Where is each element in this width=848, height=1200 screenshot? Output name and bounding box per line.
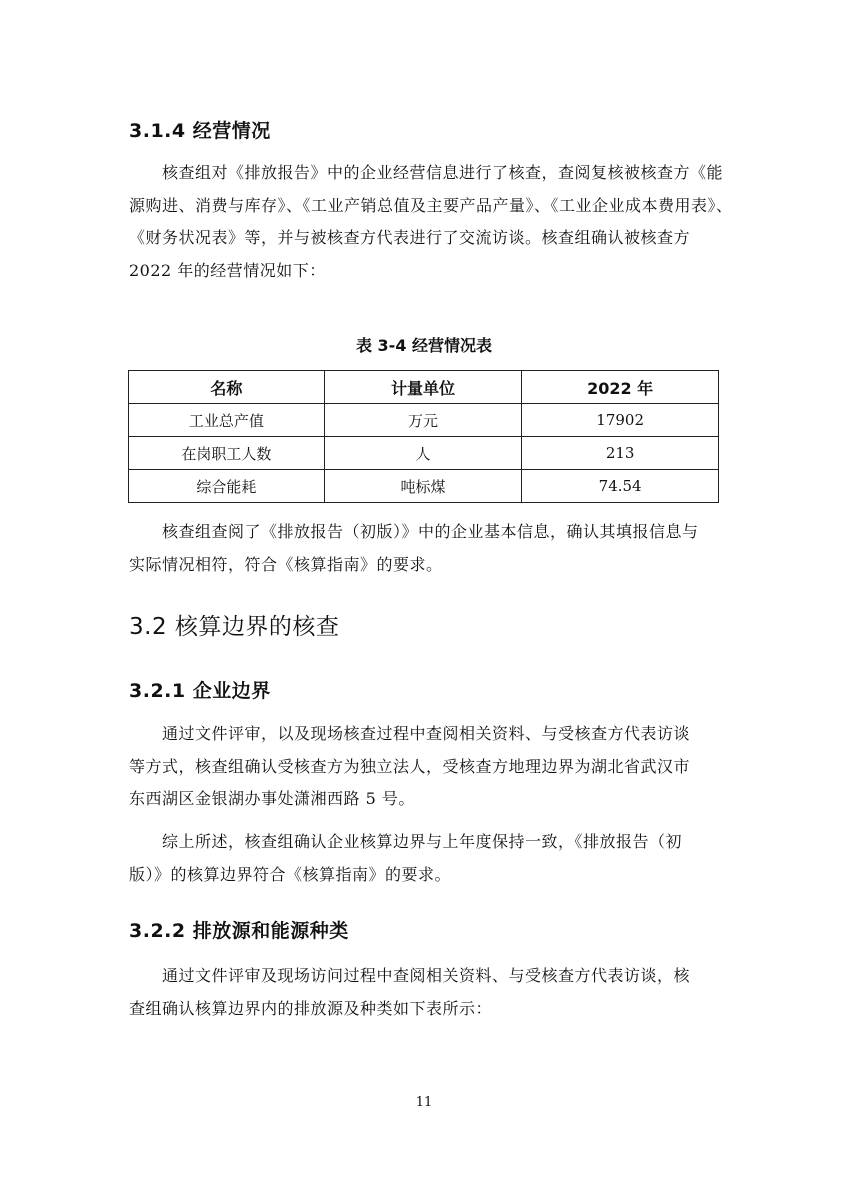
text-line: 版）》的核算边界符合《核算指南》的要求。 [129, 864, 452, 884]
text-line: 《财务状况表》等，并与被核查方代表进行了交流访谈。核查组确认被核查方 [129, 228, 691, 247]
table-header-row [129, 371, 719, 404]
column-header-name: 名称 [129, 371, 325, 404]
table-cell: 213 [522, 437, 719, 470]
text-line: 东西湖区金银湖办事处潇湘西路 5 号。 [129, 789, 415, 808]
text-line: 核查组查阅了《排放报告（初版）》中的企业基本信息，确认其填报信息与 [162, 522, 699, 541]
text-line: 通过文件评审，以及现场核查过程中查阅相关资料、与受核查方代表访谈 [162, 724, 691, 743]
text-line: 2022 年的经营情况如下： [129, 260, 326, 280]
heading-3-2: 3.2 核算边界的核查 [129, 614, 340, 640]
text-line: 等方式，核查组确认受核查方为独立法人，受核查方地理边界为湖北省武汉市 [129, 756, 691, 776]
text-line: 实际情况相符，符合《核算指南》的要求。 [129, 554, 443, 574]
table-cell: 74.54 [522, 470, 719, 503]
heading-3-1-4: 3.1.4 经营情况 [129, 120, 271, 142]
table-cell: 17902 [522, 404, 719, 437]
paragraph-enterprise-boundary [129, 718, 719, 816]
table-cell: 工业总产值 [129, 404, 325, 437]
table-caption: 表 3-4 经营情况表 [355, 336, 493, 355]
table-row [129, 470, 719, 503]
table-cell: 人 [324, 437, 522, 470]
heading-3-2-2: 3.2.2 排放源和能源种类 [129, 920, 349, 942]
text-line: 核查组对《排放报告》中的企业经营信息进行了核查，查阅复核被核查方《能 [162, 163, 724, 182]
heading-3-2-1: 3.2.1 企业边界 [129, 680, 271, 702]
table-cell: 综合能耗 [129, 470, 325, 503]
table-cell: 在岗职工人数 [129, 437, 325, 470]
text-line: 源购进、消费与库存》、《工业产销总值及主要产品产量》、《工业企业成本费用表》、 [129, 195, 733, 215]
text-line: 查组确认核算边界内的排放源及种类如下表所示： [129, 998, 493, 1018]
operations-table [128, 370, 719, 503]
text-line: 通过文件评审及现场访问过程中查阅相关资料、与受核查方代表访谈，核 [162, 966, 691, 985]
table-cell: 万元 [324, 404, 522, 437]
table-row [129, 437, 719, 470]
paragraph-emission-sources [129, 960, 719, 1025]
paragraph-boundary-summary [129, 826, 719, 891]
paragraph-operations-intro [129, 157, 733, 287]
table-row [129, 404, 719, 437]
text-line: 综上所述，核查组确认企业核算边界与上年度保持一致，《排放报告（初 [162, 832, 683, 851]
table-cell: 吨标煤 [324, 470, 522, 503]
page-number: 11 [415, 1095, 433, 1110]
column-header-year: 2022 年 [522, 371, 719, 404]
column-header-unit: 计量单位 [324, 371, 522, 404]
paragraph-after-table [129, 516, 719, 581]
